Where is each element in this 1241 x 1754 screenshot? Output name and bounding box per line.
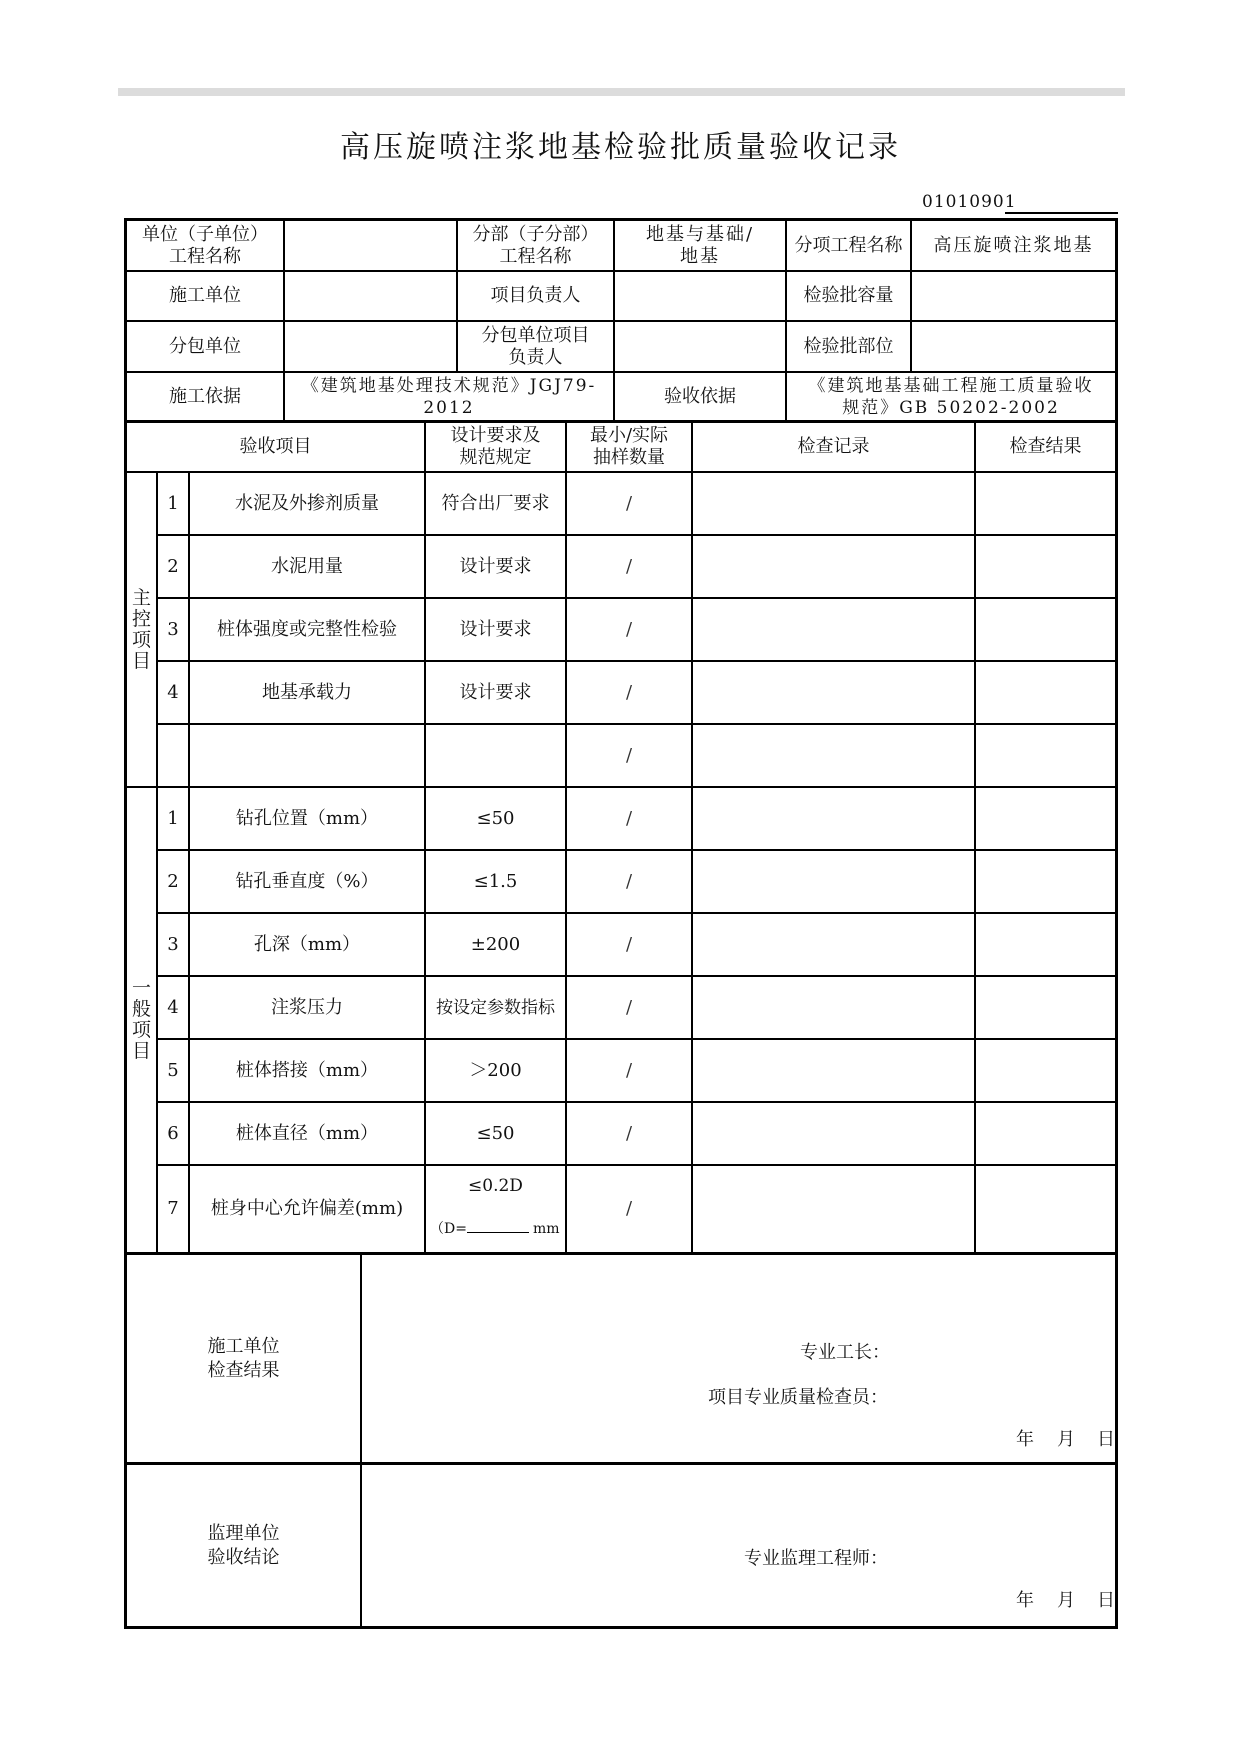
item-result-cell[interactable] [976,1040,1115,1101]
requirement-line-2 [430,1218,565,1238]
item-sampling: / [625,1122,633,1144]
project-manager-label: 项目负责人 [490,285,581,306]
row-number [158,725,188,786]
contractor-check-label: 施工单位 检查结果 [207,1335,280,1381]
item-sampling: / [625,996,633,1018]
unit-project-name-value[interactable] [285,221,456,270]
contractor-date-year: 年 [1016,1429,1034,1450]
quality-inspector-signature-label: 项目专业质量检查员： [708,1387,888,1408]
subcontractor-value[interactable] [285,322,456,371]
unit-project-name-label: 单位（子单位） 工程名称 [142,223,268,267]
form-code-underline [1005,212,1118,214]
item-sampling: / [625,618,633,640]
acceptance-basis-label: 验收依据 [664,385,736,407]
general-items-label: 一 般 项 目 [131,977,151,1062]
item-requirement: ＞200 [469,1059,522,1081]
item-name: 孔深（mm） [253,933,361,955]
item-record-cell[interactable] [693,473,974,534]
item-record-cell[interactable] [693,536,974,597]
top-divider-bar [118,88,1125,96]
main-control-items-label: 主 控 项 目 [131,586,151,672]
construction-basis-value: 《建筑地基处理技术规范》JGJ79- 2012 [301,375,597,418]
supervision-conclusion-label: 监理单位 验收结论 [207,1522,280,1568]
supervision-date-year: 年 [1016,1590,1034,1611]
division-project-name-label: 分部（子分部） 工程名称 [472,223,599,267]
batch-part-value[interactable] [912,322,1115,371]
item-requirement: ≤1.5 [473,870,518,892]
item-result-cell[interactable] [976,1103,1115,1164]
item-name: 桩体直径（mm） [235,1122,379,1144]
item-result-cell[interactable] [976,662,1115,723]
item-sampling: / [625,1198,633,1219]
requirement-line-1: ≤0.2D [468,1176,523,1196]
acceptance-basis-value: 《建筑地基基础工程施工质量验收 规范》GB 50202-2002 [808,375,1094,418]
diameter-prefix: （D= [430,1221,467,1237]
batch-capacity-label: 检验批容量 [803,285,894,306]
item-record-cell[interactable] [693,1103,974,1164]
row-number: 3 [167,618,179,640]
construction-basis-label: 施工依据 [169,385,241,407]
item-sampling: / [625,555,633,577]
item-result-cell[interactable] [976,851,1115,912]
diameter-input[interactable] [467,1218,529,1233]
column-header-record: 检查记录 [797,436,870,457]
column-header-sampling: 最小/实际 抽样数量 [589,425,669,468]
item-name: 地基承载力 [262,681,352,703]
contractor-label: 施工单位 [169,285,241,306]
item-result-cell[interactable] [976,788,1115,849]
row-number: 2 [167,555,179,577]
item-requirement: 设计要求 [459,555,532,577]
item-record-cell[interactable] [693,662,974,723]
item-record-cell[interactable] [693,599,974,660]
item-sampling: / [625,681,633,703]
item-result-cell[interactable] [976,599,1115,660]
row-number: 6 [167,1122,179,1144]
supervision-date-month: 月 [1057,1590,1075,1611]
supervision-date-day: 日 [1097,1590,1115,1611]
item-requirement: 符合出厂要求 [441,492,550,514]
item-record-cell[interactable] [693,1166,974,1252]
contractor-value[interactable] [285,272,456,320]
foreman-signature-label: 专业工长： [800,1342,890,1363]
subcontractor-manager-value[interactable] [615,322,785,371]
subitem-name-label: 分项工程名称 [794,234,903,256]
contractor-check-area[interactable] [362,1255,1115,1462]
batch-part-label: 检验批部位 [803,335,894,357]
item-record-cell[interactable] [693,914,974,975]
column-header-result: 检查结果 [1009,436,1082,457]
item-name: 桩体搭接（mm） [235,1059,379,1081]
item-result-cell[interactable] [976,977,1115,1038]
row-number: 1 [167,807,179,829]
subcontractor-label: 分包单位 [169,335,241,357]
subcontractor-manager-label: 分包单位项目 负责人 [481,324,590,368]
item-requirement: ±200 [470,933,521,955]
row-number: 5 [167,1059,179,1081]
item-requirement [426,1166,565,1252]
row-number: 4 [167,996,179,1018]
item-result-cell[interactable] [976,473,1115,534]
item-name: 桩体强度或完整性检验 [217,618,397,640]
batch-capacity-value[interactable] [912,272,1115,320]
subitem-name-value: 高压旋喷注浆地基 [933,234,1094,256]
item-name: 钻孔位置（mm） [235,807,379,829]
item-requirement [426,725,565,786]
item-sampling: / [625,807,633,829]
item-requirement: ≤50 [476,807,515,829]
item-requirement: ≤50 [476,1122,515,1144]
contractor-date-day: 日 [1097,1429,1115,1450]
item-record-cell[interactable] [693,788,974,849]
item-name: 水泥用量 [271,555,343,577]
item-sampling: / [625,492,633,514]
item-record-cell[interactable] [693,851,974,912]
item-requirement: 按设定参数指标 [436,997,555,1018]
row-number: 1 [167,492,179,514]
row-number: 7 [167,1198,179,1219]
form-code: 01010901 [922,192,1017,212]
item-result-cell[interactable] [976,914,1115,975]
item-record-cell[interactable] [693,1040,974,1101]
item-requirement: 设计要求 [459,618,532,640]
item-result-cell[interactable] [976,536,1115,597]
division-project-name-value: 地基与基础/ 地基 [645,223,755,267]
item-sampling: / [625,870,633,892]
diameter-unit: mm [532,1221,560,1237]
item-name: 桩身中心允许偏差(mm) [210,1198,404,1219]
item-sampling: / [625,1059,633,1081]
item-name: 钻孔垂直度（%） [235,870,379,892]
column-header-requirement: 设计要求及 规范规定 [450,425,541,468]
project-manager-value[interactable] [615,272,785,320]
item-result-cell[interactable] [976,725,1115,786]
supervision-conclusion-area[interactable] [362,1465,1115,1626]
item-sampling: / [625,933,633,955]
item-name: 注浆压力 [271,996,343,1018]
item-name [190,725,424,786]
supervising-engineer-signature-label: 专业监理工程师： [744,1548,888,1569]
item-record-cell[interactable] [693,725,974,786]
row-number: 4 [167,681,179,703]
column-header-item: 验收项目 [239,436,312,457]
item-record-cell[interactable] [693,977,974,1038]
item-name: 水泥及外掺剂质量 [235,492,379,514]
row-number: 3 [167,933,179,955]
page-title: 高压旋喷注浆地基检验批质量验收记录 [340,130,901,165]
contractor-date-month: 月 [1057,1429,1075,1450]
item-result-cell[interactable] [976,1166,1115,1252]
row-number: 2 [167,870,179,892]
item-requirement: 设计要求 [459,681,532,703]
item-sampling: / [625,744,633,766]
